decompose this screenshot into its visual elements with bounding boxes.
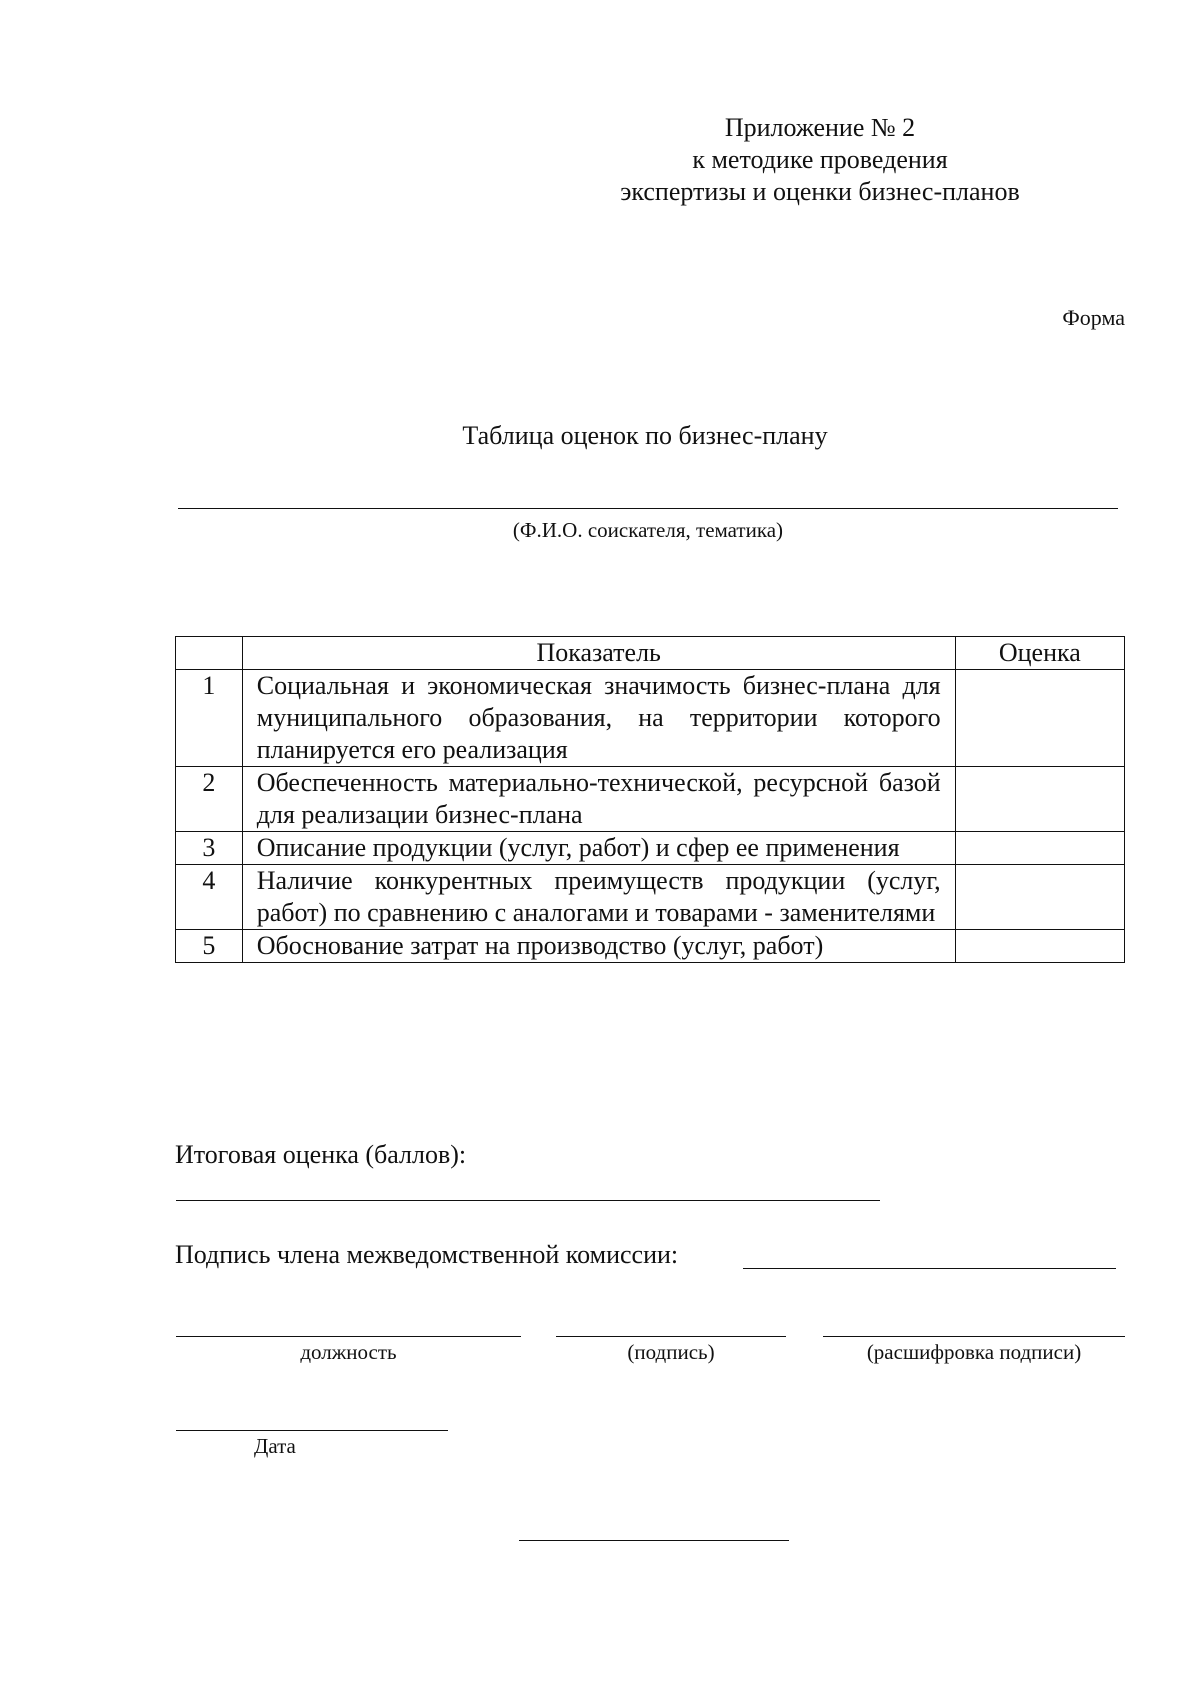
total-score-line[interactable] xyxy=(176,1200,880,1201)
row-number: 5 xyxy=(176,930,243,963)
appendix-line-3: экспертизы и оценки бизнес-планов xyxy=(620,177,1020,206)
signature-caption: (подпись) xyxy=(627,1340,715,1364)
row-score-cell[interactable] xyxy=(955,767,1124,832)
applicant-caption: (Ф.И.О. соискателя, тематика) xyxy=(512,518,784,542)
table-header-row xyxy=(176,637,1125,670)
signature-label: Подпись члена межведомственной комиссии: xyxy=(175,1240,679,1269)
signature-sub-line[interactable] xyxy=(556,1336,786,1337)
position-caption: должность xyxy=(300,1340,397,1364)
header-indicator: Показатель xyxy=(242,637,955,670)
row-indicator: Обеспеченность материально-технической, ресурсной базой для реализации бизнес-плана xyxy=(242,767,955,832)
appendix-header xyxy=(580,112,1060,208)
row-indicator: Социальная и экономическая значимость бизнес-плана для муниципального образования, на территории которого планируется его реализация xyxy=(242,670,955,767)
decryption-line[interactable] xyxy=(823,1336,1125,1337)
position-line[interactable] xyxy=(176,1336,521,1337)
row-number: 2 xyxy=(176,767,243,832)
bottom-line xyxy=(519,1540,789,1541)
table-row xyxy=(176,670,1125,767)
row-number: 4 xyxy=(176,865,243,930)
row-indicator: Наличие конкурентных преимуществ продукции (услуг, работ) по сравнению с аналогами и товарами - заменителями xyxy=(242,865,955,930)
row-number: 1 xyxy=(176,670,243,767)
date-caption: Дата xyxy=(254,1434,296,1458)
row-number: 3 xyxy=(176,832,243,865)
table-row xyxy=(176,865,1125,930)
header-score: Оценка xyxy=(955,637,1124,670)
decryption-caption: (расшифровка подписи) xyxy=(866,1340,1082,1364)
row-score-cell[interactable] xyxy=(955,670,1124,767)
scores-table xyxy=(175,636,1125,963)
table-row xyxy=(176,767,1125,832)
table-row xyxy=(176,930,1125,963)
row-indicator: Описание продукции (услуг, работ) и сфер ее применения xyxy=(242,832,955,865)
table-row xyxy=(176,832,1125,865)
date-line[interactable] xyxy=(176,1430,448,1431)
document-title: Таблица оценок по бизнес-плану xyxy=(462,421,828,450)
row-indicator: Обоснование затрат на производство (услуг, работ) xyxy=(242,930,955,963)
appendix-line-1: Приложение № 2 xyxy=(724,113,916,142)
row-score-cell[interactable] xyxy=(955,865,1124,930)
signature-line[interactable] xyxy=(743,1268,1116,1269)
total-score-label: Итоговая оценка (баллов): xyxy=(175,1140,467,1169)
row-score-cell[interactable] xyxy=(955,832,1124,865)
row-score-cell[interactable] xyxy=(955,930,1124,963)
applicant-field-line[interactable] xyxy=(178,508,1118,509)
appendix-line-2: к методике проведения xyxy=(692,145,948,174)
header-number xyxy=(176,637,243,670)
form-label: Форма xyxy=(1062,305,1125,330)
